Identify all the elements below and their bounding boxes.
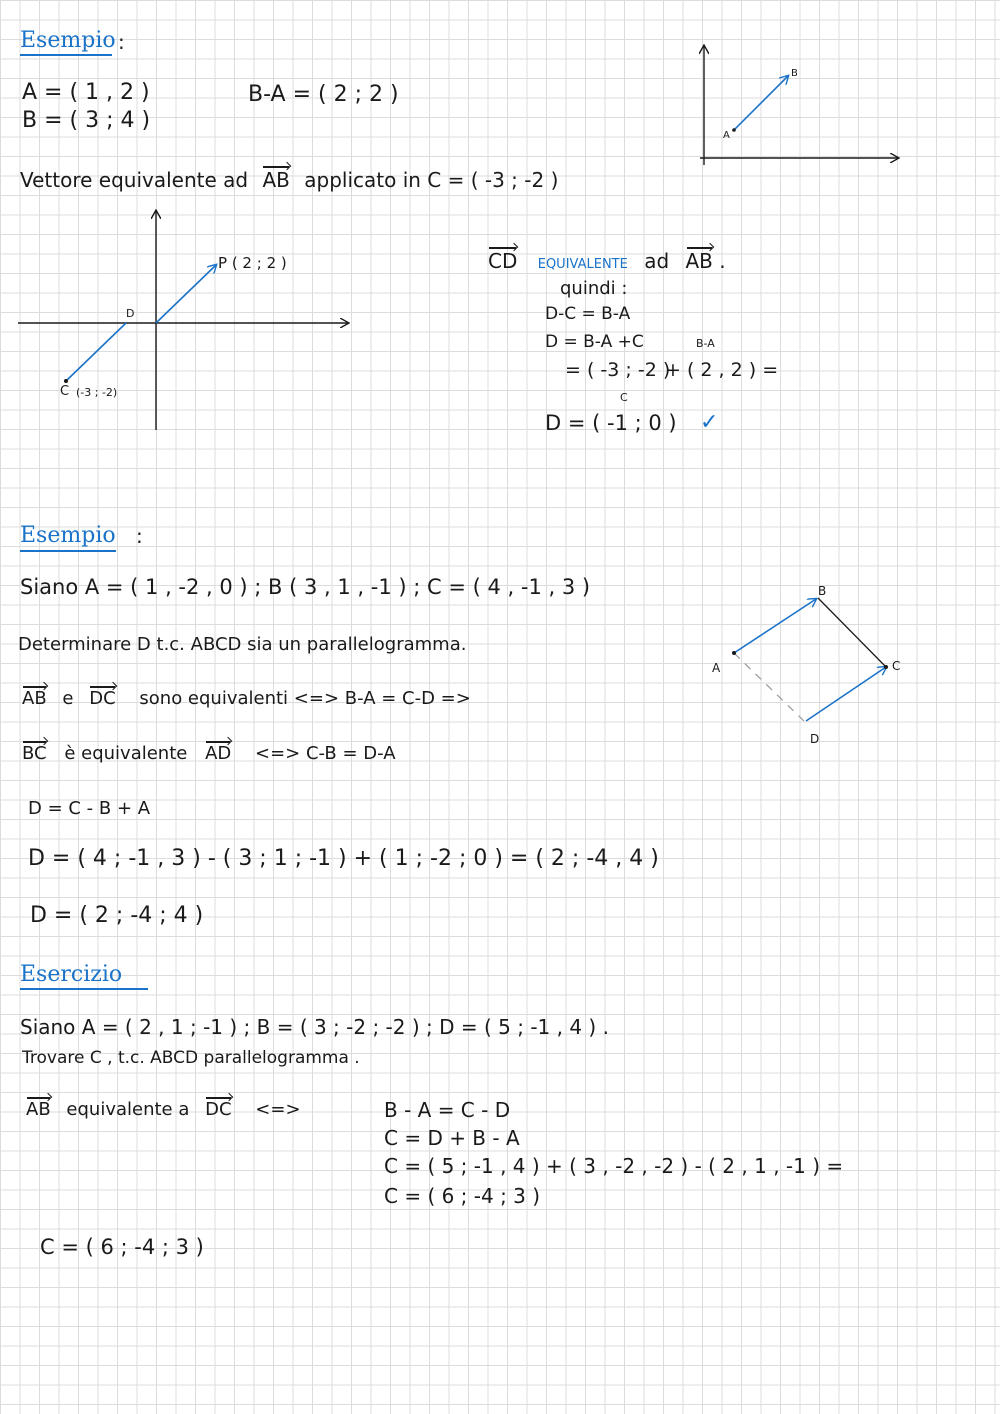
exercise-iff: <=> <box>255 1099 301 1120</box>
exercise-step3: C = ( 5 ; -1 , 4 ) + ( 3 , -2 , -2 ) - ( 2 , 1 , -1 ) = <box>384 1154 844 1178</box>
example2-given: Siano A = ( 1 , -2 , 0 ) ; B ( 3 , 1 , -1 ) ; C = ( 4 , -1 , 3 ) <box>20 575 591 599</box>
exercise-vector-dc: DC <box>205 1099 232 1120</box>
exercise-step2: C = D + B - A <box>384 1126 520 1150</box>
exercise-equivalence <box>26 1101 301 1119</box>
graph2-label-c: C <box>60 384 70 399</box>
exercise-equivalente: equivalente a <box>66 1099 190 1120</box>
line1-vector-ab: AB <box>22 688 47 709</box>
work-ad: ad <box>644 249 670 273</box>
point-a: A = ( 1 , 2 ) <box>22 80 150 105</box>
work-line3a: = ( -3 ; -2 ) <box>565 359 671 381</box>
graph2-label-d: D <box>126 307 135 320</box>
example2-title: Esempio <box>20 523 116 548</box>
figure-label-c: C <box>892 659 901 673</box>
statement-text-post: applicato in C = ( -3 ; -2 ) <box>304 168 559 192</box>
exercise-vector-ab: AB <box>26 1099 51 1120</box>
statement-vector-ab: AB <box>262 168 290 192</box>
exercise-title: Esercizio <box>20 962 123 987</box>
vector-cd-arrow <box>66 323 126 381</box>
example2-line4: D = ( 4 ; -1 , 3 ) - ( 3 ; 1 ; -1 ) + ( 1 ; -2 ; 0 ) = ( 2 ; -4 , 4 ) <box>28 846 659 871</box>
work-line-equivalent <box>488 251 726 271</box>
line1-e: e <box>62 688 74 709</box>
side-ab-arrow <box>734 599 816 653</box>
exercise-result: C = ( 6 ; -4 ; 3 ) <box>40 1235 204 1259</box>
exercise-title-underline <box>20 988 148 990</box>
example1-title-underline <box>20 54 112 56</box>
graph-vector-ab <box>690 40 910 170</box>
work-result: D = ( -1 ; 0 ) <box>545 411 677 435</box>
exercise-given: Siano A = ( 2 , 1 ; -1 ) ; B = ( 3 ; -2 ; -2 ) ; D = ( 5 ; -1 , 4 ) . <box>20 1015 609 1039</box>
work-line1: D-C = B-A <box>545 304 631 324</box>
side-dc-arrow <box>806 667 886 721</box>
example1-colon: : <box>118 30 125 54</box>
example1-statement <box>20 170 558 190</box>
work-vector-ab: AB <box>685 249 713 273</box>
line1-rest: sono equivalenti <=> B-A = C-D => <box>139 688 471 709</box>
difference-b-a: B-A = ( 2 ; 2 ) <box>248 82 399 107</box>
example1-title: Esempio <box>20 28 116 53</box>
vector-op-arrow <box>156 265 216 323</box>
work-quindi: quindi : <box>560 278 628 299</box>
work-line2: D = B-A +C <box>545 332 644 352</box>
figure-label-b: B <box>818 584 827 598</box>
line1-vector-dc: DC <box>89 688 116 709</box>
graph-vector-cd <box>16 205 356 435</box>
example2-title-underline <box>20 550 116 552</box>
example2-task: Determinare D t.c. ABCD sia un parallelogramma. <box>18 634 467 655</box>
parallelogram-figure <box>700 575 920 755</box>
graph1-label-a: A <box>723 130 730 141</box>
figure-label-d: D <box>810 732 820 746</box>
exercise-step1: B - A = C - D <box>384 1098 511 1122</box>
line2-vector-ad: AD <box>205 743 232 764</box>
figure-label-a: A <box>712 661 721 675</box>
side-bc <box>818 598 886 667</box>
work-under-c: C <box>620 391 628 404</box>
statement-text-pre: Vettore equivalente ad <box>20 168 249 192</box>
example2-line5: D = ( 2 ; -4 ; 4 ) <box>30 903 204 928</box>
graph1-label-b: B <box>791 68 798 79</box>
line2-vector-bc: BC <box>22 743 47 764</box>
graph2-label-c-coord: (-3 ; -2) <box>76 386 118 399</box>
work-line3b: + ( 2 , 2 ) = <box>665 359 779 381</box>
exercise-task: Trovare C , t.c. ABCD parallelogramma . <box>22 1048 360 1068</box>
work-equivalente: EQUIVALENTE <box>537 257 628 272</box>
exercise-step4: C = ( 6 ; -4 ; 3 ) <box>384 1184 541 1208</box>
line2-e: è equivalente <box>64 743 188 764</box>
graph2-label-p: P ( 2 ; 2 ) <box>218 254 287 272</box>
check-icon: ✓ <box>700 410 719 435</box>
work-dot: . <box>719 249 726 273</box>
line2-rest: <=> C-B = D-A <box>255 743 396 764</box>
example2-colon: : <box>136 524 143 548</box>
vector-ab-arrow <box>734 76 788 130</box>
example2-line3: D = C - B + A <box>28 798 151 819</box>
point-b: B = ( 3 ; 4 ) <box>22 108 151 133</box>
example2-line2 <box>22 745 396 763</box>
example2-line1 <box>22 690 471 708</box>
work-vector-cd: CD <box>488 249 518 273</box>
work-over-ba: B-A <box>696 337 715 350</box>
side-ad-dashed <box>734 653 804 721</box>
